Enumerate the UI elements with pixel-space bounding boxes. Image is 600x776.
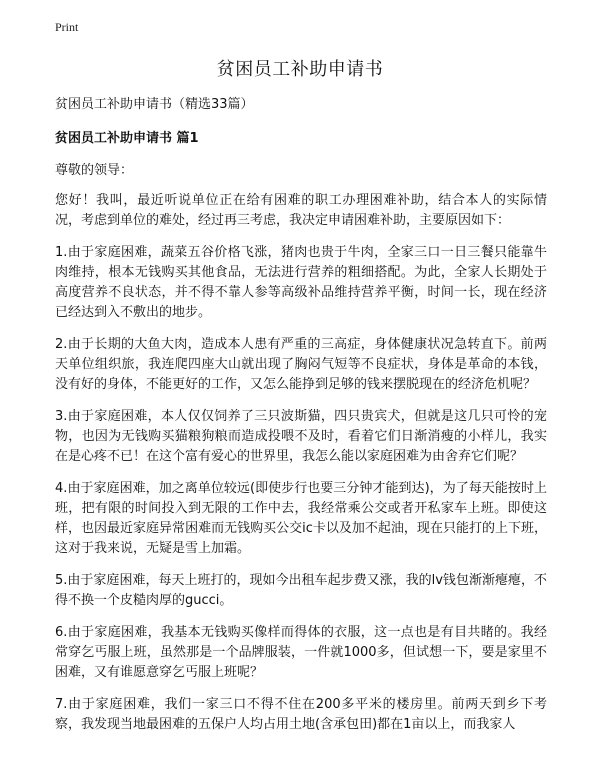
- paragraph-reason-7: 7.由于家庭困难，我们一家三口不得不住在200多平米的楼房里。前两天到乡下考察，我发现当地最困难的五保户人均占用土地(含承包田)都在1亩以上，而我家人: [55, 697, 547, 732]
- paragraph-reason-2: 2.由于长期的大鱼大肉，造成本人患有严重的三高症，身体健康状况急转直下。前两天单位组织旅，我连爬四座大山就出现了胸闷气短等不良症状，身体是革命的本钱，没有好的身体，不能更好的工作，又怎么能挣到足够的钱来摆脱现在的经济危机呢？: [55, 337, 547, 392]
- section-heading: 贫困员工补助申请书 篇1: [55, 131, 199, 146]
- paragraph-reason-5: 5.由于家庭困难，每天上班打的，现如今出租车起步费又涨，我的lv钱包渐渐瘪瘪，不得不换一个皮糙肉厚的gucci。: [55, 573, 547, 608]
- paragraph-reason-3: 3.由于家庭困难，本人仅仅饲养了三只波斯猫，四只贵宾犬，但就是这几只可怜的宠物，也因为无钱购买猫粮狗粮而造成投喂不及时，看着它们日渐消瘦的小样儿，我实在是心疼不已！在这个富有爱心的世界里，我怎么能以家庭困难为由舍弃它们呢？: [55, 409, 547, 464]
- document-body: [55, 95, 547, 747]
- print-link[interactable]: Print: [55, 20, 79, 34]
- greeting: 尊敬的领导：: [55, 163, 134, 178]
- paragraph-intro: 您好！我叫，最近听说单位正在给有困难的职工办理困难补助，结合本人的实际情况，考虑到单位的难处，经过再三考虑，我决定申请困难补助，主要原因如下：: [55, 193, 547, 228]
- document-subtitle: 贫困员工补助申请书（精选33篇）: [55, 97, 254, 112]
- paragraph-reason-1: 1.由于家庭困难，蔬菜五谷价格飞涨，猪肉也贵于牛肉，全家三口一日三餐只能靠牛肉维持，根本无钱购买其他食品，无法进行营养的粗细搭配。为此，全家人长期处于高度营养不良状态，并不得不靠人参等高级补品维持营养平衡，时间一长，现在经济已经达到入不敷出的地步。: [55, 245, 547, 320]
- document-title: 贫困员工补助申请书: [216, 59, 384, 80]
- paragraph-reason-6: 6.由于家庭困难，我基本无钱购买像样而得体的衣服，这一点也是有目共睹的。我经常穿乞丐服上班，虽然那是一个品牌服装，一件就1000多，但试想一下，要是家里不困难，又有谁愿意穿乞丐服上班呢？: [55, 625, 547, 680]
- paragraph-reason-4: 4.由于家庭困难，加之离单位较远(即使步行也要三分钟才能到达)，为了每天能按时上班，把有限的时间投入到无限的工作中去，我经常乘公交或者开私家车上班。即使这样，也因最近家庭异常困难而无钱购买公交ic卡以及加不起油，现在只能打的上下班，这对于我来说，无疑是雪上加霜。: [55, 481, 547, 556]
